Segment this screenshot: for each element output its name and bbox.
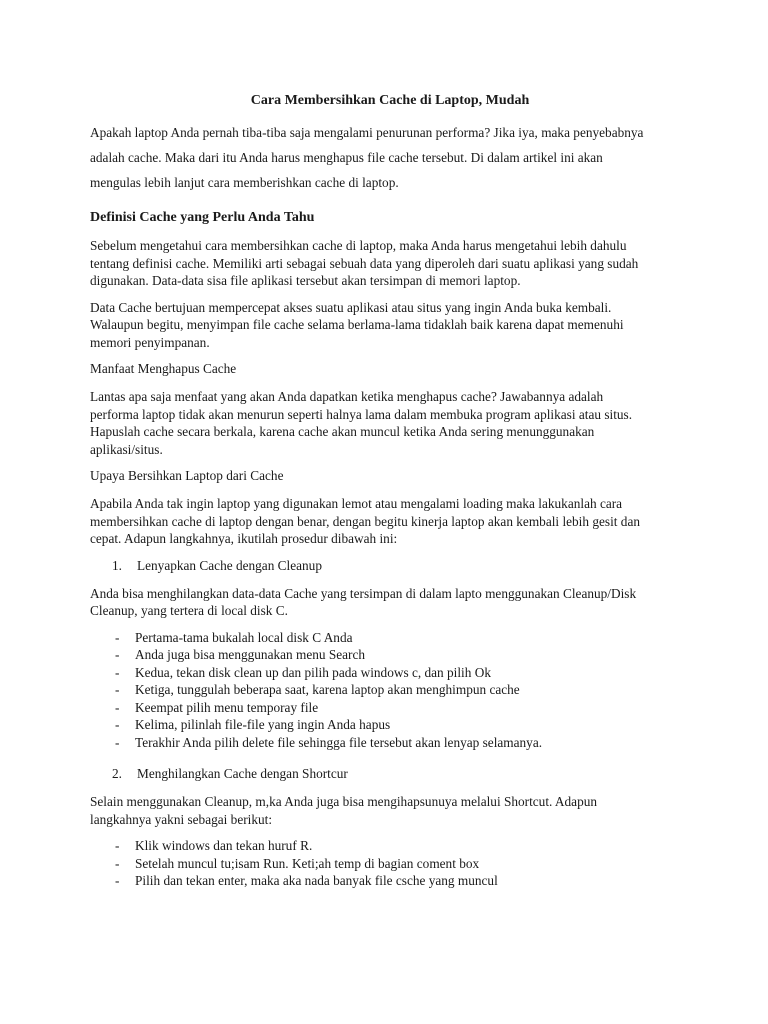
text-line: digunakan. Data-data sisa file aplikasi tersebut akan tersimpan di memori laptop. [90,273,521,288]
text-line: membersihkan cache di laptop dengan benar, dengan begitu kinerja laptop akan kembali lebih gesit dan [90,513,640,529]
text-line: Hapuslah cache secara berkala, karena cache akan muncul ketika Anda sering menunggunakan [90,424,595,439]
text-line: aplikasi/situs. [90,441,163,457]
dash-bullet: - [115,873,120,888]
text-line: cepat. Adapun langkahnya, ikutilah prosedur dibawah ini: [90,531,398,546]
list-item-text: Kelima, pilinlah file-file yang ingin Anda hapus [135,717,391,732]
manfaat-paragraph [90,388,690,458]
list-item-text: Ketiga, tunggulah beberapa saat, karena laptop akan menghimpun cache [135,682,520,697]
step-label: Menghilangkan Cache dengan Shortcur [137,766,348,781]
intro-paragraph [90,120,690,195]
text-line: Sebelum mengetahui cara membersihkan cache di laptop, maka Anda harus mengetahui lebih dahulu [90,238,627,253]
list-item-text: Keempat pilih menu temporay file [135,699,319,715]
step-2-heading [90,765,690,783]
step-2-list [90,837,690,890]
definisi-paragraph-1 [90,237,690,290]
list-item-text: Pilih dan tekan enter, maka aka nada banyak file csche yang muncul [135,873,498,888]
section-heading-upaya: Upaya Bersihkan Laptop dari Cache [90,468,284,483]
text-line: Selain menggunakan Cleanup, m,ka Anda juga bisa mengihapsunuya melalui Shortcut. Adapun [90,794,598,809]
upaya-paragraph [90,495,690,548]
dash-bullet: - [115,682,120,697]
step-2-paragraph [90,793,690,828]
list-item [90,837,690,855]
list-item-text: Terakhir Anda pilih delete file sehingga file tersebut akan lenyap selamanya. [135,734,543,750]
list-item [90,681,690,699]
intro-line: mengulas lebih lanjut cara memberishkan cache di laptop. [90,175,399,190]
list-item-text: Setelah muncul tu;isam Run. Keti;ah temp di bagian coment box [135,855,480,871]
dash-bullet: - [115,699,120,715]
list-item-text: Pertama-tama bukalah local disk C Anda [135,629,353,645]
step-number: 1. [112,557,122,573]
list-item [90,734,690,752]
list-item-text: Anda juga bisa menggunakan menu Search [135,647,366,662]
list-item [90,664,690,682]
text-line: Data Cache bertujuan mempercepat akses suatu aplikasi atau situs yang ingin Anda buka kembali. [90,299,612,315]
dash-bullet: - [115,855,120,871]
dash-bullet: - [115,629,120,645]
dash-bullet: - [115,717,120,732]
definisi-paragraph-2 [90,299,690,352]
section-heading-definisi: Definisi Cache yang Perlu Anda Tahu [90,210,315,225]
step-label: Lenyapkan Cache dengan Cleanup [137,557,322,573]
section-heading-manfaat: Manfaat Menghapus Cache [90,361,237,376]
list-item [90,872,690,890]
text-line: Apabila Anda tak ingin laptop yang digunakan lemot atau mengalami loading maka lakukanlah cara [90,496,623,511]
text-line: tentang definisi cache. Memiliki arti sebagai sebuah data yang diperoleh dari suatu aplikasi yang sudah [90,255,639,271]
step-number: 2. [112,766,122,781]
step-1-paragraph [90,585,690,620]
step-1-heading [90,557,690,575]
document-page [90,92,690,900]
text-line: Lantas apa saja menfaat yang akan Anda dapatkan ketika menghapus cache? Jawabannya adalah [90,389,604,404]
list-item [90,629,690,647]
list-item [90,716,690,734]
intro-line: Apakah laptop Anda pernah tiba-tiba saja mengalami penurunan performa? Jika iya, maka penyebabnya [90,125,644,140]
intro-line: adalah cache. Maka dari itu Anda harus menghapus file cache tersebut. Di dalam artikel ini akan [90,150,603,165]
list-item [90,855,690,873]
list-item-text: Kedua, tekan disk clean up dan pilih pada windows c, dan pilih Ok [135,664,491,680]
text-line: langkahnya yakni sebagai berikut: [90,811,273,827]
dash-bullet: - [115,647,120,662]
dash-bullet: - [115,734,120,750]
list-item-text: Klik windows dan tekan huruf R. [135,838,313,853]
dash-bullet: - [115,838,120,853]
text-line: memori penyimpanan. [90,334,210,350]
list-item [90,646,690,664]
list-item [90,699,690,717]
text-line: Walaupun begitu, menyimpan file cache selama berlama-lama tidaklah baik karena dapat memenuhi [90,317,624,332]
step-1-list [90,629,690,752]
text-line: Cleanup, yang tertera di local disk C. [90,603,288,618]
document-title: Cara Membersihkan Cache di Laptop, Mudah [250,93,530,108]
text-line: Anda bisa menghilangkan data-data Cache yang tersimpan di dalam lapto menggunakan Cleanup/Disk [90,585,637,601]
text-line: performa laptop tidak akan menurun seperti halnya lama dalam membuka program aplikasi atau situs. [90,406,633,422]
dash-bullet: - [115,664,120,680]
